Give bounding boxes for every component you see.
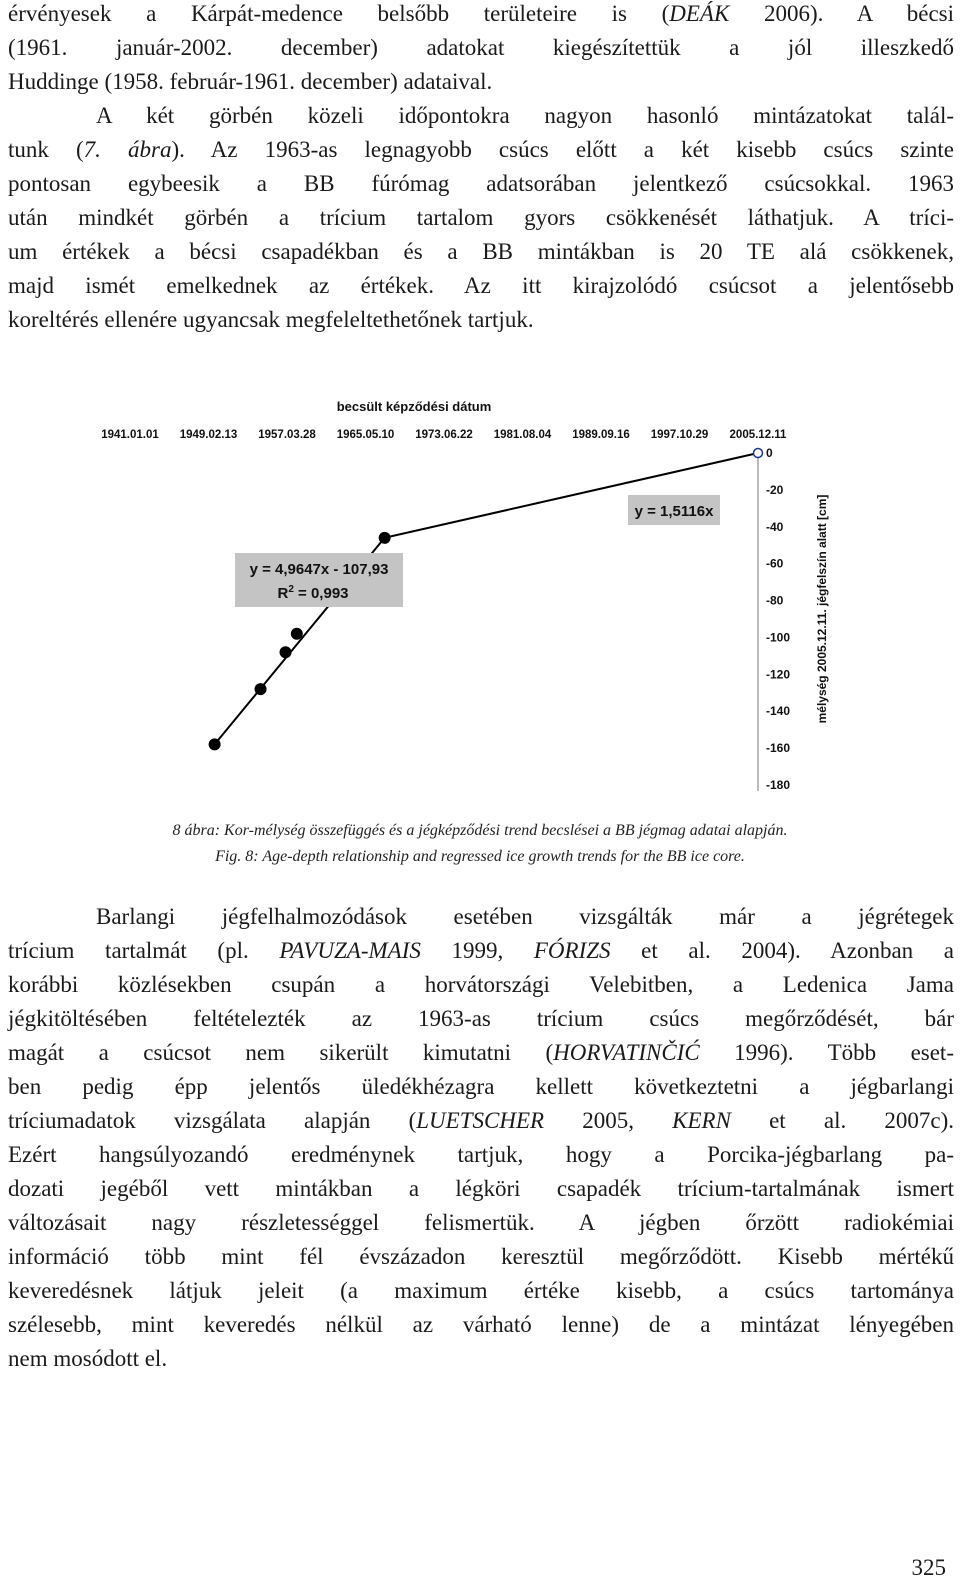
text-run: magát a csúcsot nem sikerült kimutatni ( [8, 1040, 554, 1065]
text-run: A két görbén közeli időpontokra nagyon hasonló mintázatokat talál- [96, 103, 954, 128]
text-run: et al. 2007c). [730, 1108, 955, 1133]
text-run: 1999, [420, 938, 534, 963]
text-run: 1996). Több eset- [699, 1040, 954, 1065]
x-tick-label: 2005.12.11 [729, 429, 787, 441]
citation: KERN [672, 1108, 731, 1133]
y-tick-label: -100 [766, 630, 791, 645]
text-run: 2006). A bécsi [729, 1, 954, 26]
text-line [8, 31, 954, 65]
text-line [8, 201, 954, 235]
text-line [8, 1036, 954, 1070]
text-line [8, 1172, 954, 1206]
text-run: koreltérés ellenére ugyancsak megfeleltethetőnek tartjuk. [8, 307, 534, 332]
citation: FÓRIZS [533, 938, 611, 963]
x-tick-label: 1957.03.28 [258, 429, 316, 441]
text-run: dozati jegéből vett mintákban a légköri csapadék trícium-tartalmának ismert [8, 1176, 954, 1201]
x-tick-label: 1981.08.04 [493, 429, 552, 441]
text-run: pontosan egybeesik a BB fúrómag adatsorában jelentkező csúcsokkal. 1963 [8, 171, 954, 196]
text-run: korábbi közlésekben csupán a horvátországi Velebitben, a Ledenica Jama [8, 972, 954, 997]
text-run: majd ismét emelkednek az értékek. Az itt kirajzolódó csúcsot a jelentősebb [8, 273, 954, 298]
y-axis-label: mélység 2005.12.11. jégfelszín alatt [cm] [815, 494, 829, 724]
chart-title: becsült képződési dátum [336, 399, 492, 414]
annotation-text: y = 4,9647x - 107,93 [249, 561, 389, 578]
citation: PAVUZA-MAIS [279, 938, 421, 963]
text-run: tríciumadatok vizsgálata alapján ( [8, 1108, 417, 1133]
text-line [8, 1002, 954, 1036]
text-line [8, 968, 954, 1002]
annotation-text: y = 1,5116x [634, 503, 714, 520]
text-run: (1961. január-2002. december) adatokat kiegészítettük a jól illeszkedő [8, 35, 954, 60]
text-line [8, 1342, 954, 1376]
x-tick-label: 1965.05.10 [336, 429, 395, 441]
text-line [8, 133, 954, 167]
data-point [291, 628, 303, 640]
text-run: Huddinge (1958. február-1961. december) adataival. [8, 69, 493, 94]
text-run: tunk ( [8, 137, 84, 162]
text-run: ). Az 1963-as legnagyobb csúcs előtt a két kisebb csúcs szinte [171, 137, 954, 162]
data-point [280, 646, 292, 658]
text-run: ben pedig épp jelentős üledékhézagra kellett következtetni a jégbarlangi [8, 1074, 954, 1099]
x-tick-label: 1949.02.13 [179, 429, 238, 441]
y-tick-label: -140 [766, 704, 791, 719]
y-tick-label: -40 [766, 519, 784, 534]
text-run: um értékek a bécsi csapadékban és a BB mintákban is 20 TE alá csökkenek, [8, 239, 954, 264]
text-line [8, 303, 954, 337]
citation: HORVATINČIĆ [553, 1040, 700, 1065]
text-run: Barlangi jégfelhalmozódások esetében vizsgálták már a jégrétegek [96, 904, 954, 929]
figure-caption-hu: 8 ábra: Kor-mélység összefüggés és a jégképződési trend becslései a BB jégmag adatai alapján. [172, 822, 788, 839]
text-run: szélesebb, mint keveredés nélkül az várható lenne) de a mintázat lényegében [8, 1312, 954, 1337]
text-line [8, 269, 954, 303]
y-tick-label: -60 [766, 556, 784, 571]
text-line [8, 1274, 954, 1308]
data-point [255, 683, 267, 695]
data-point [379, 532, 391, 544]
x-tick-label: 1941.01.01 [101, 429, 159, 441]
text-line [8, 1104, 954, 1138]
citation: LUETSCHER [416, 1108, 545, 1133]
text-line [8, 1070, 954, 1104]
text-run: jégkitöltésében feltételezték az 1963-as trícium csúcs megőrződését, bár [8, 1006, 954, 1031]
text-line [8, 167, 954, 201]
text-line [8, 1240, 954, 1274]
text-line [8, 1308, 954, 1342]
y-tick-label: -120 [766, 667, 791, 682]
y-tick-label: -160 [766, 741, 791, 756]
end-marker [754, 449, 763, 458]
y-tick-label: -80 [766, 593, 784, 608]
text-run: után mindkét görbén a trícium tartalom gyors csökkenését láthatjuk. A tríci- [8, 205, 954, 230]
page-number: 325 [911, 1555, 946, 1580]
data-point [209, 738, 221, 750]
text-line [8, 0, 954, 31]
age-depth-chart [101, 393, 850, 808]
text-run: keveredésnek látjuk jeleit (a maximum értéke kisebb, a csúcs tartománya [8, 1278, 954, 1303]
annotation-text: $R^2 = 0,993$ [277, 584, 349, 602]
text-line [8, 1138, 954, 1172]
paragraph-1 [8, 0, 954, 337]
text-run: 2005, [544, 1108, 673, 1133]
text-line [8, 1206, 954, 1240]
text-run: Ezért hangsúlyozandó eredménynek tartjuk, hogy a Porcika-jégbarlang pa- [8, 1142, 954, 1167]
x-tick-label: 1989.09.16 [572, 429, 630, 441]
text-run: nem mosódott el. [8, 1346, 168, 1371]
text-line [8, 65, 954, 99]
text-run: trícium tartalmát (pl. [8, 938, 280, 963]
paragraph-2 [8, 900, 954, 1376]
figure-caption-en: Fig. 8: Age-depth relationship and regressed ice growth trends for the BB ice core. [215, 848, 745, 865]
text-line [8, 99, 954, 133]
y-tick-label: 0 [766, 446, 773, 460]
text-line [8, 900, 954, 934]
text-run: információ több mint fél évszázadon keresztül megőrződött. Kisebb mértékű [8, 1244, 954, 1269]
x-tick-label: 1997.10.29 [650, 429, 709, 441]
text-run: változásait nagy részletességgel felismertük. A jégben őrzött radiokémiai [8, 1210, 954, 1235]
text-line [8, 934, 954, 968]
x-tick-label: 1973.06.22 [415, 429, 473, 441]
citation: DEÁK [669, 1, 730, 26]
citation: 7. ábra [83, 137, 172, 162]
y-tick-label: -180 [766, 778, 791, 792]
y-tick-label: -20 [766, 482, 784, 497]
text-line [8, 235, 954, 269]
text-run: et al. 2004). Azonban a [610, 938, 955, 963]
text-run: érvényesek a Kárpát-medence belsőbb területeire is ( [8, 1, 670, 26]
age-depth-figure [101, 393, 850, 808]
